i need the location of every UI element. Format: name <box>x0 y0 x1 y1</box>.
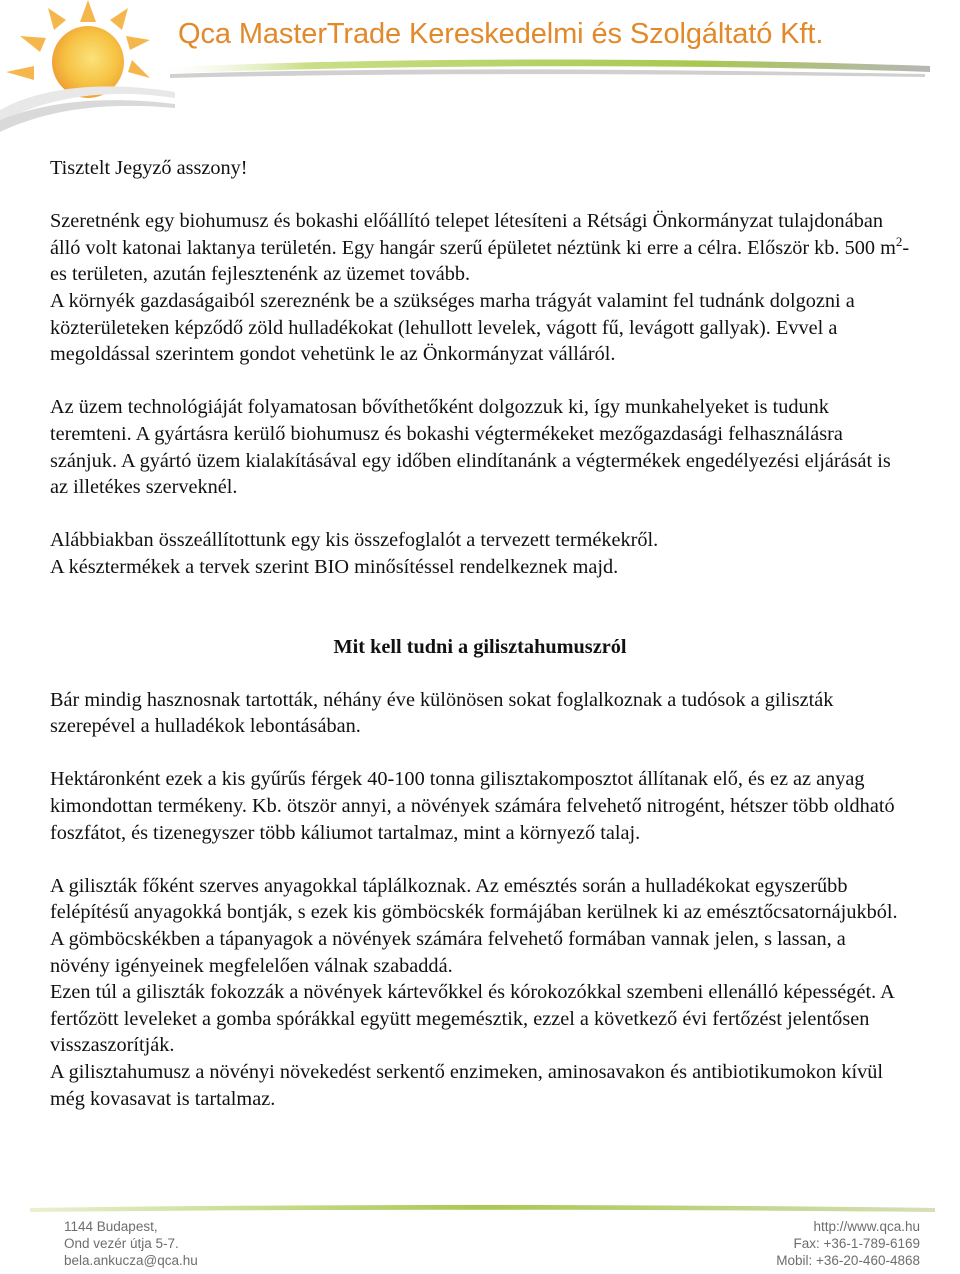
intro-continued: A környék gazdaságaiból szereznénk be a szükséges marha trágyát valamint fel tudnánk dolgozni a közterületeken képződő zöld hulladékokat (lehullott levelek, vágott fű, levágott gallyak). Evvel a megoldással szerintem gondot vehetünk le az Önkormányzat válláról. <box>50 289 855 366</box>
footer-address <box>64 1218 198 1269</box>
technology-paragraph: Az üzem technológiáját folyamatosan bővíthetőként dolgozzuk ki, így munkahelyeket is tudunk teremteni. A gyártásra kerülő biohumusz és bokashi végtermékeket mezőgazdasági felhasználásra szánjuk. A gyártó üzem kialakításával egy időben elindítanánk a végtermékek engedélyezési eljárását is az illetékes szerveknél. <box>50 396 891 499</box>
intro-paragraph <box>50 208 910 288</box>
footer <box>0 1200 960 1274</box>
superscript-2: 2 <box>895 234 903 250</box>
section-paragraph-3c: A gilisztahumusz a növényi növekedést serkentő enzimeken, aminosavakon és antibiotikumokon kívül még kovasavat is tartalmaz. <box>50 1061 884 1110</box>
section-paragraph-3b: Ezen túl a giliszták fokozzák a növények kártevőkkel és kórokozókkal szembeni ellenálló képességét. A fertőzött leveleket a gomba spórákkal együtt megemésztik, ezzel a következő évi fertőzést jelentősen visszaszorítják. <box>50 981 894 1057</box>
footer-website: http://www.qca.hu <box>813 1219 920 1234</box>
intro-text-part2: -es területen, azután fejlesztenénk az üzemet tovább. <box>50 236 910 286</box>
footer-email: bela.ankucza@qca.hu <box>64 1253 198 1268</box>
summary-line-1: Alábbiakban összeállítottunk egy kis összefoglalót a tervezett termékekről. <box>50 529 659 552</box>
letter-body <box>50 155 910 1112</box>
section-paragraph-2: Hektáronként ezek a kis gyűrűs férgek 40-100 tonna gilisztakomposztot állítanak elő, és ez az anyag kimondottan termékeny. Kb. ötször annyi, a növények számára felvehető nitrogént, hétszer több oldható foszfátot, és tizenegyszer több káliumot tartalmaz, mint a környező talaj. <box>50 768 895 844</box>
address-line-2: Ond vezér útja 5-7. <box>64 1236 179 1251</box>
summary-line-2: A késztermékek a tervek szerint BIO minősítéssel rendelkeznek majd. <box>50 555 619 578</box>
section-heading: Mit kell tudni a gilisztahumuszról <box>333 635 627 658</box>
footer-mobile: Mobil: +36-20-460-4868 <box>776 1253 920 1268</box>
letterhead <box>0 0 960 135</box>
section-paragraph-1: Bár mindig hasznosnak tartották, néhány éve különösen sokat foglalkoznak a tudósok a giliszták szerepével a hulladékok lebontásában. <box>50 688 834 738</box>
footer-swoosh-decoration <box>0 1200 960 1220</box>
footer-contact <box>776 1218 920 1269</box>
intro-text-part1: Szeretnénk egy biohumusz és bokashi előállító telepet létesíteni a Rétsági Önkormányzat tulajdonában álló volt katonai laktanya területén. Egy hangár szerű épületet néztünk ki erre a célra. Először kb. 500 m <box>50 210 896 259</box>
section-paragraph-3a: A giliszták főként szerves anyagokkal táplálkoznak. Az emésztés során a hulladékokat egyszerűbb felépítésű anyagokká bontják, s ezek kis gömböcskék formájában kerülnek ki az emésztőcsatornájukból. A gömböcskékben a tápanyagok a növények számára felvehető formában vannak jelen, s lassan, a növény igényeinek megfelelően válnak szabaddá. <box>50 874 898 977</box>
company-name: Qca MasterTrade Kereskedelmi és Szolgáltató Kft. <box>178 18 824 50</box>
footer-fax: Fax: +36-1-789-6169 <box>793 1236 920 1251</box>
header-swoosh-decoration <box>0 52 960 92</box>
greeting: Tisztelt Jegyző asszony! <box>50 157 248 179</box>
address-line-1: 1144 Budapest, <box>64 1219 158 1234</box>
